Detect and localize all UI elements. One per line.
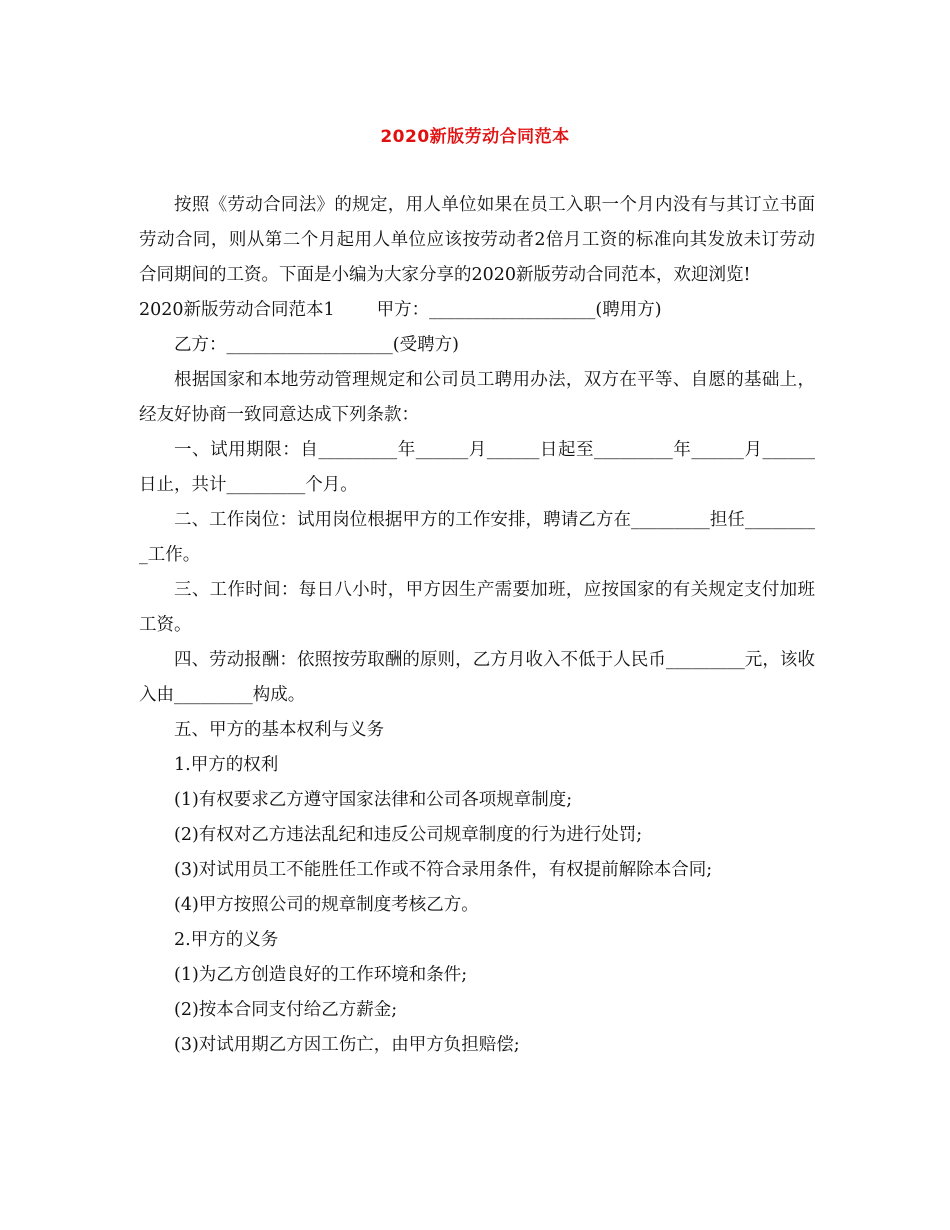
clause-trial-period: 一、试用期限：自_________年______月______日起至_________年______月______日止，共计_________个月。 (139, 440, 815, 495)
clause-remuneration: 四、劳动报酬：依照按劳取酬的原则，乙方月收入不低于人民币_________元，该收入由_________构成。 (139, 650, 815, 705)
clause-job-position: 二、工作岗位：试用岗位根据甲方的工作安排，聘请乙方在_________担任_________工作。 (139, 510, 815, 565)
list-item: (4)甲方按照公司的规章制度考核乙方。 (174, 895, 479, 915)
list-item: (2)有权对乙方违法乱纪和违反公司规章制度的行为进行处罚; (174, 825, 643, 845)
party-b-line: 乙方：___________________(受聘方) (174, 335, 459, 355)
list-item: (3)对试用员工不能胜任工作或不符合录用条件，有权提前解除本合同; (174, 860, 713, 880)
intro-paragraph: 按照《劳动合同法》的规定，用人单位如果在员工入职一个月内没有与其订立书面劳动合同，则从第二个月起用人单位应该按劳动者2倍月工资的标准向其发放未订劳动合同期间的工资。下面是小编为大家分享的2020新版劳动合同范本，欢迎浏览! (139, 195, 815, 285)
list-item: (3)对试用期乙方因工伤亡，由甲方负担赔偿; (174, 1035, 520, 1055)
clause-employer-rights-duties: 五、甲方的基本权利与义务 (174, 720, 384, 740)
list-item: (2)按本合同支付给乙方薪金; (174, 1000, 398, 1020)
clause-working-hours: 三、工作时间：每日八小时，甲方因生产需要加班，应按国家的有关规定支付加班工资。 (139, 580, 815, 635)
list-item: (1)为乙方创造良好的工作环境和条件; (174, 965, 468, 985)
sample-heading: 2020新版劳动合同范本1 (139, 300, 335, 320)
document-title: 2020新版劳动合同范本 (380, 127, 570, 147)
sample-heading-line (139, 293, 815, 328)
rights-heading: 1.甲方的权利 (174, 755, 279, 775)
list-item: (1)有权要求乙方遵守国家法律和公司各项规章制度; (174, 790, 573, 810)
document-body (139, 188, 815, 1063)
duties-heading: 2.甲方的义务 (174, 930, 279, 950)
party-a-line: 甲方：___________________(聘用方) (376, 300, 662, 320)
preamble-paragraph: 根据国家和本地劳动管理规定和公司员工聘用办法，双方在平等、自愿的基础上，经友好协商一致同意达成下列条款： (139, 370, 815, 425)
